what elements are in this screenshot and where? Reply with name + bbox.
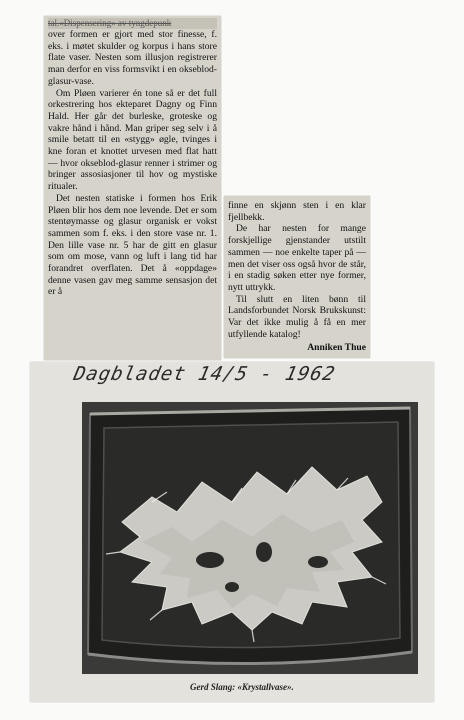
- article-paragraph: Til slutt en liten bønn til Landsforbundet Norsk Brukskunst: Var det ikke mulig å få en mer utfyllende katalog!: [228, 293, 366, 340]
- photo-caption: Gerd Slang: «Krystallvase».: [190, 682, 294, 692]
- faded-header-text: tal.«Dispensering» av tyngdepunk: [48, 18, 217, 29]
- article-paragraph: Om Pløen varierer én tone så er det full orkestrering hos ekteparet Dagny og Finn Hald. Her går det burleske, groteske og vakre hånd i hånd. Man griper seg selv i å smile betatt til en «stygg» øgle, tvinges i kne foran et knottet urvesen med flat hatt — hvor okseblod-glasur renner i strimer og bringer assosiasjoner til hov og mystiske ritualer.: [48, 87, 217, 193]
- author-signature: Anniken Thue: [307, 342, 366, 354]
- article-paragraph: finne en skjønn sten i en klar fjellbekk.: [228, 200, 366, 223]
- article-right-column: [224, 196, 370, 358]
- article-left-column: [44, 16, 221, 360]
- article-paragraph: Det nesten statiske i formen hos Erik Pløen blir hos dem noe levende. Det er som stentøymasse og glasur organisk er vokst sammen som f. eks. i den store vase nr. 1. Den lille vase nr. 5 har de gitt en glasur som om mose, vann og luft i lang tid har forandret overflaten. Det å «oppdage» denne vasen gav meg samme sensasjon det er å: [48, 192, 217, 298]
- crystal-vase-photo: [82, 402, 418, 674]
- handwritten-date-note: Dagbladet 14/5 - 1962: [71, 363, 338, 385]
- article-paragraph: over formen er gjort med stor finesse, f. eks. i møtet skulder og korpus i hans store flate vaser. Nesten som illusjon registrerer man derfor en viss formsvikt i en okseblod-glasur-vase.: [48, 29, 217, 87]
- article-paragraph: De har nesten for mange forskjellige gjenstander utstilt sammen — noe enkelte taper på — men det viser oss også hvor de står, i en stadig søken etter nye former, nytt uttrykk.: [228, 223, 366, 293]
